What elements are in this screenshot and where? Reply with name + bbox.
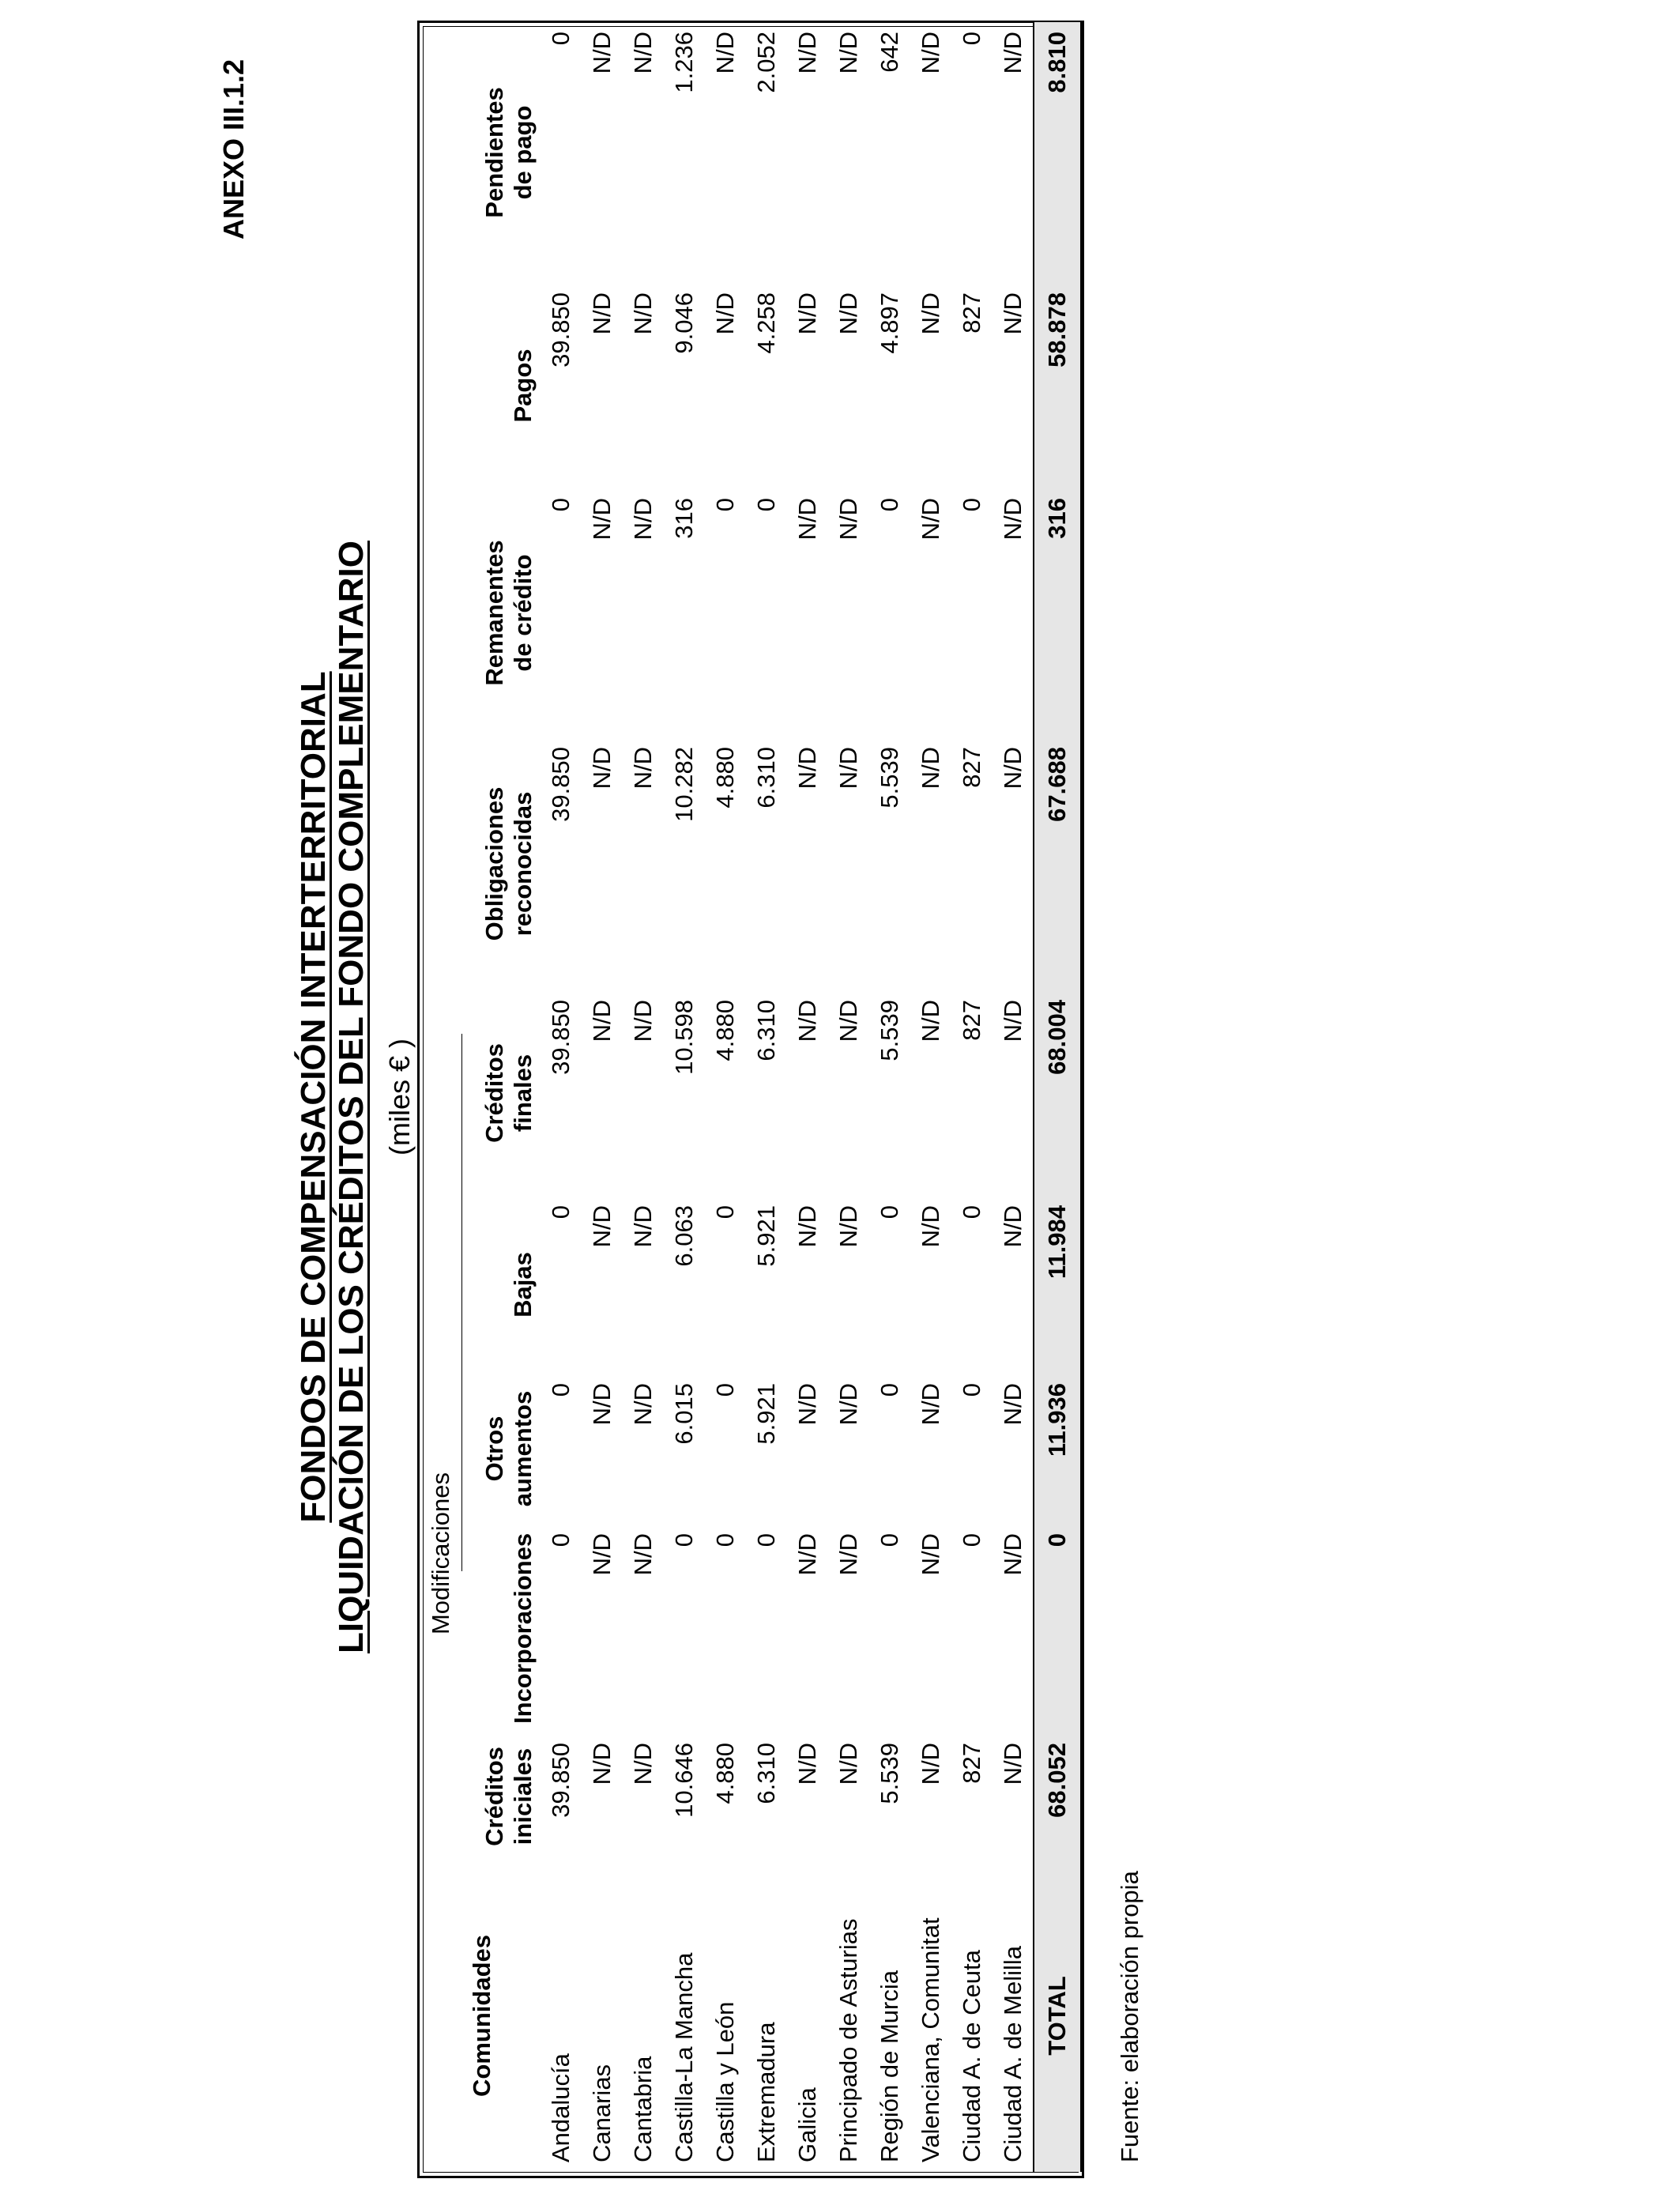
cell-comunidad: TOTAL [1034,1860,1081,2172]
cell-creditos-iniciales: 68.052 [1034,1733,1081,1860]
cell-incorporaciones: 0 [876,1533,903,1547]
table-row [664,22,705,2172]
cell-bajas: 0 [876,1204,903,1220]
cell-creditos-finales: 6.310 [752,999,780,1061]
cell-otros-aumentos: N/D [588,1382,616,1426]
liquidation-table [424,22,1082,2172]
cell-incorporaciones: 0 [547,1533,574,1547]
header-modificaciones: Modificaciones [427,1472,454,1635]
cell-pagos: 39.850 [547,292,574,368]
cell-obligaciones: 10.282 [670,746,698,822]
cell-bajas: N/D [588,1204,616,1248]
cell-otros-aumentos: 6.015 [670,1382,698,1445]
cell-pendientes: N/D [917,31,944,74]
cell-creditos-iniciales: N/D [834,1743,862,1785]
cell-obligaciones: 39.850 [547,746,574,822]
cell-remanentes: 316 [670,497,698,539]
cell-creditos-finales: N/D [834,999,862,1042]
cell-otros-aumentos: N/D [629,1382,657,1426]
cell-obligaciones: N/D [998,746,1026,790]
cell-pendientes: N/D [711,31,739,74]
cell-obligaciones: 827 [958,746,985,788]
cell-obligaciones: 4.880 [711,746,739,809]
annex-label: ANEXO III.1.2 [217,58,250,239]
cell-remanentes: 0 [547,497,574,512]
cell-creditos-iniciales: N/D [793,1743,821,1785]
cell-otros-aumentos: 0 [711,1382,739,1397]
cell-pendientes: N/D [588,31,616,74]
cell-obligaciones: 5.539 [876,746,903,809]
cell-incorporaciones: 0 [958,1533,985,1547]
cell-comunidad: Principado de Asturias [834,1918,862,2162]
title-line-1: FONDOS DE COMPENSACIÓN INTERTERRITORIAL [294,671,333,1523]
cell-pagos: N/D [793,292,821,335]
cell-incorporaciones: 0 [670,1533,698,1547]
cell-bajas: 11.984 [1034,1196,1081,1374]
cell-remanentes: N/D [917,497,944,541]
cell-incorporaciones: N/D [793,1533,821,1576]
total-row [1034,22,1081,2172]
cell-obligaciones: 67.688 [1034,737,1081,990]
cell-otros-aumentos: 11.936 [1034,1374,1081,1524]
cell-otros-aumentos: N/D [998,1382,1026,1426]
cell-otros-aumentos: N/D [917,1382,944,1426]
cell-pagos: N/D [917,292,944,335]
cell-creditos-finales: 68.004 [1034,990,1081,1196]
cell-remanentes: 0 [958,497,985,512]
cell-obligaciones: N/D [629,746,657,790]
cell-bajas: 5.921 [752,1204,780,1267]
cell-creditos-iniciales: N/D [998,1743,1026,1785]
table-row [582,22,623,2172]
cell-incorporaciones: N/D [917,1533,944,1576]
cell-otros-aumentos: N/D [793,1382,821,1426]
cell-comunidad: Castilla-La Mancha [670,1952,698,2162]
table-row [869,22,910,2172]
header-obligaciones: Obligaciones reconocidas [480,786,537,941]
cell-comunidad: Cantabria [629,2056,657,2162]
cell-creditos-iniciales: 10.646 [670,1743,698,1818]
cell-comunidad: Ciudad A. de Melilla [998,1946,1026,2162]
cell-bajas: N/D [834,1204,862,1248]
cell-obligaciones: N/D [588,746,616,790]
cell-creditos-iniciales: N/D [629,1743,657,1785]
cell-creditos-finales: N/D [588,999,616,1042]
cell-remanentes: N/D [793,497,821,541]
table-row [951,22,993,2172]
cell-comunidad: Canarias [588,2064,616,2162]
cell-pagos: N/D [998,292,1026,335]
header-pagos: Pagos [509,349,537,423]
cell-creditos-finales: N/D [629,999,657,1042]
cell-comunidad: Región de Murcia [876,1970,903,2162]
cell-creditos-finales: 39.850 [547,999,574,1075]
cell-remanentes: N/D [588,497,616,541]
cell-incorporaciones: N/D [588,1533,616,1576]
cell-comunidad: Extremadura [752,2022,780,2162]
cell-pagos: 9.046 [670,292,698,354]
cell-pagos: N/D [711,292,739,335]
cell-creditos-finales: N/D [998,999,1026,1042]
cell-incorporaciones: 0 [1034,1524,1081,1733]
cell-comunidad: Ciudad A. de Ceuta [958,1950,985,2162]
table-row [787,22,828,2172]
source-note: Fuente: elaboración propia [1116,1871,1143,2162]
cell-creditos-finales: N/D [793,999,821,1042]
table-row [623,22,664,2172]
cell-otros-aumentos: N/D [834,1382,862,1426]
cell-otros-aumentos: 0 [876,1382,903,1397]
cell-pagos: N/D [629,292,657,335]
cell-pendientes: 8.810 [1034,22,1081,283]
header-bajas: Bajas [509,1252,537,1318]
header-creditos-finales: Créditos finales [480,1043,537,1143]
cell-comunidad: Valenciana, Comunitat [917,1917,944,2162]
cell-pendientes: N/D [793,31,821,74]
cell-incorporaciones: N/D [998,1533,1026,1576]
cell-pendientes: 1.236 [670,31,698,93]
cell-remanentes: 0 [711,497,739,512]
cell-pendientes: N/D [629,31,657,74]
table-frame [417,21,1084,2178]
table-body [541,22,1081,2172]
cell-pagos: 827 [958,292,985,334]
table-row [746,22,787,2172]
units-label: (miles € ) [383,1039,416,1156]
cell-otros-aumentos: 0 [958,1382,985,1397]
cell-pendientes: 2.052 [752,31,780,93]
cell-otros-aumentos: 5.921 [752,1382,780,1445]
cell-pendientes: 642 [876,31,903,73]
cell-incorporaciones: N/D [834,1533,862,1576]
cell-bajas: N/D [998,1204,1026,1248]
header-incorporaciones: Incorporaciones [509,1532,537,1724]
cell-pagos: 4.258 [752,292,780,354]
cell-obligaciones: 6.310 [752,746,780,809]
header-pendientes: Pendientes de pago [480,87,537,218]
cell-comunidad: Galicia [793,2087,821,2162]
header-creditos-iniciales: Créditos iniciales [480,1747,537,1846]
cell-otros-aumentos: 0 [547,1382,574,1397]
cell-pendientes: N/D [998,31,1026,74]
cell-remanentes: N/D [998,497,1026,541]
table-inner-frame [423,26,1079,2173]
cell-creditos-iniciales: N/D [588,1743,616,1785]
cell-pendientes: 0 [547,31,574,46]
cell-pagos: N/D [588,292,616,335]
cell-creditos-finales: 4.880 [711,999,739,1061]
header-remanentes: Remanentes de crédito [480,540,537,686]
cell-pendientes: 0 [958,31,985,46]
cell-pagos: 58.878 [1034,283,1081,488]
cell-incorporaciones: N/D [629,1533,657,1576]
cell-remanentes: N/D [834,497,862,541]
header-comunidades: Comunidades [468,1935,495,2097]
cell-remanentes: N/D [629,497,657,541]
cell-bajas: 0 [958,1204,985,1220]
cell-pagos: N/D [834,292,862,335]
table-row [541,22,582,2172]
cell-bajas: 0 [547,1204,574,1220]
cell-remanentes: 316 [1034,488,1081,737]
cell-creditos-finales: 10.598 [670,999,698,1075]
cell-creditos-iniciales: 6.310 [752,1743,780,1804]
cell-creditos-iniciales: 39.850 [547,1743,574,1818]
cell-obligaciones: N/D [834,746,862,790]
table-row [828,22,869,2172]
cell-obligaciones: N/D [917,746,944,790]
cell-creditos-iniciales: 4.880 [711,1743,739,1804]
cell-bajas: N/D [917,1204,944,1248]
cell-incorporaciones: 0 [711,1533,739,1547]
title-line-2: LIQUIDACIÓN DE LOS CRÉDITOS DEL FONDO COMPLEMENTARIO [332,540,371,1654]
cell-creditos-iniciales: 5.539 [876,1743,903,1804]
cell-creditos-iniciales: 827 [958,1743,985,1784]
cell-bajas: N/D [793,1204,821,1248]
cell-comunidad: Castilla y León [711,2001,739,2162]
cell-creditos-finales: N/D [917,999,944,1042]
cell-remanentes: 0 [876,497,903,512]
cell-bajas: 0 [711,1204,739,1220]
cell-bajas: 6.063 [670,1204,698,1267]
table-row [705,22,746,2172]
cell-obligaciones: N/D [793,746,821,790]
table-row [993,22,1034,2172]
cell-pendientes: N/D [834,31,862,74]
header-otros-aumentos: Otros aumentos [480,1390,537,1507]
cell-pagos: 4.897 [876,292,903,354]
cell-incorporaciones: 0 [752,1533,780,1547]
modificaciones-underline [461,1034,462,1571]
table-row [910,22,951,2172]
cell-creditos-finales: 5.539 [876,999,903,1061]
cell-creditos-iniciales: N/D [917,1743,944,1785]
cell-creditos-finales: 827 [958,999,985,1041]
cell-bajas: N/D [629,1204,657,1248]
cell-remanentes: 0 [752,497,780,512]
cell-comunidad: Andalucía [547,2053,574,2162]
